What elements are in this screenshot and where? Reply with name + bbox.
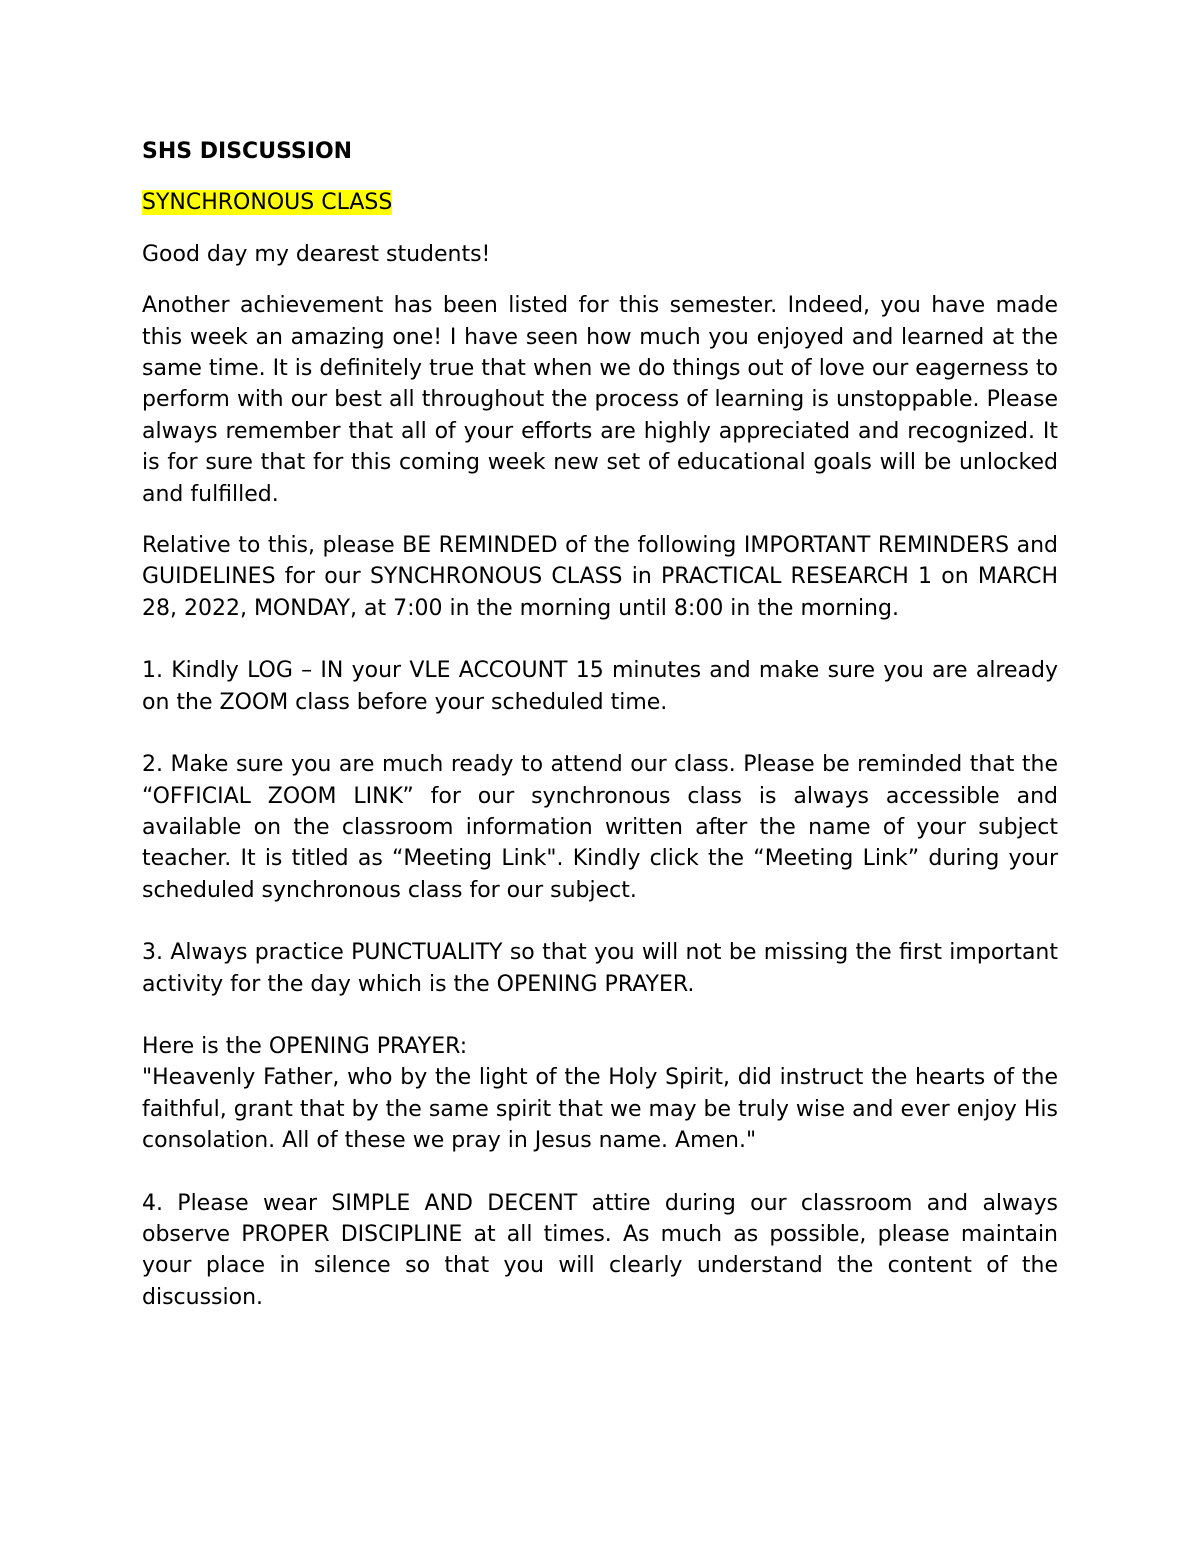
reminder-item-2: 2. Make sure you are much ready to attend our class. Please be reminded that the “OFFICIAL ZOOM LINK” for our synchronous class is always accessible and available on the classroom information written after the name of your subject teacher. It is titled as “Meeting Link". Kindly click the “Meeting Link” during your scheduled synchronous class for our subject. [142, 752, 1058, 903]
prayer-intro: Here is the OPENING PRAYER: [142, 1033, 468, 1059]
document-title: SHS DISCUSSION [142, 139, 353, 164]
synchronous-class-heading: SYNCHRONOUS CLASS [142, 190, 393, 216]
reminder-item-1: 1. Kindly LOG – IN your VLE ACCOUNT 15 minutes and make sure you are already on the ZOOM class before your scheduled time. [142, 658, 1058, 715]
greeting-text: Good day my dearest students! [142, 241, 491, 267]
prayer-text: "Heavenly Father, who by the light of the Holy Spirit, did instruct the hearts of the faithful, grant that by the same spirit that we may be truly wise and ever enjoy His consolation. All of these we pray in Jesus name. Amen." [142, 1065, 1058, 1154]
reminder-item-4: 4. Please wear SIMPLE AND DECENT attire during our classroom and always observe PROPER DISCIPLINE at all times. As much as possible, please maintain your place in silence so that you will clearly understand the content of the discussion. [142, 1190, 1058, 1310]
intro-paragraph: Another achievement has been listed for this semester. Indeed, you have made this week an amazing one! I have seen how much you enjoyed and learned at the same time. It is definitely true that when we do things out of love our eagerness to perform with our best all throughout the process of learning is unstoppable. Please always remember that all of your efforts are highly appreciated and recognized. It is for sure that for this coming week new set of educational goals will be unlocked and fulfilled. [142, 293, 1058, 507]
highlighted-heading-line [142, 187, 1058, 218]
reminder-item-3: 3. Always practice PUNCTUALITY so that you will not be missing the first important activity for the day which is the OPENING PRAYER. [142, 940, 1058, 997]
reminder-paragraph: Relative to this, please BE REMINDED of the following IMPORTANT REMINDERS and GUIDELINES for our SYNCHRONOUS CLASS in PRACTICAL RESEARCH 1 on MARCH 28, 2022, MONDAY, at 7:00 in the morning until 8:00 in the morning. [142, 533, 1058, 621]
document-page [142, 136, 1058, 1333]
prayer-block [142, 1031, 1058, 1157]
